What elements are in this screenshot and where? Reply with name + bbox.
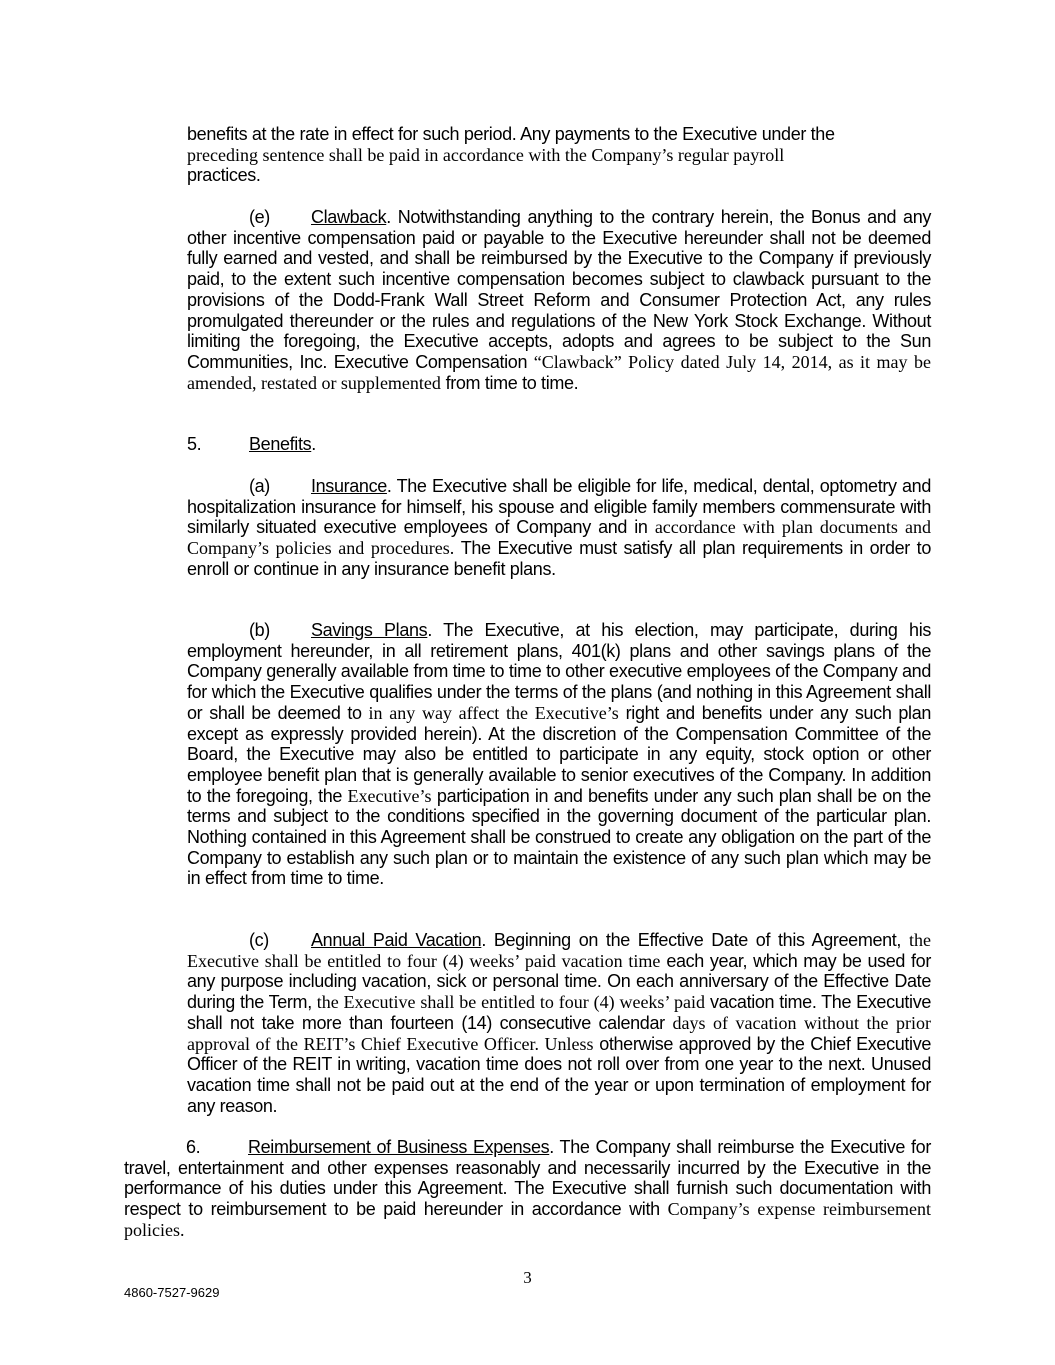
paragraph-c-vacation <box>187 930 931 1116</box>
paragraph-intro <box>187 124 931 186</box>
section-text-serif: Company’s expense reimbursement policies. <box>124 1199 931 1240</box>
intro-line-2: preceding sentence shall be paid in accordance with the Company’s regular payroll <box>187 144 785 165</box>
clause-heading: Annual Paid Vacation <box>311 930 482 950</box>
clause-label: (e) <box>249 207 270 227</box>
section-title: Benefits <box>249 434 312 454</box>
clause-text-serif: in any way affect the Executive’s <box>361 702 619 723</box>
clause-label: (a) <box>249 476 270 496</box>
section-title: Reimbursement of Business Expenses <box>248 1137 550 1157</box>
clause-heading: Savings Plans <box>311 620 428 640</box>
clause-text-end: otherwise approved by the Chief Executive Officer of the REIT in writing, vacation time does not roll over from one year to the next. Unused vacation time shall not be paid out at the end of the year or upon termination of employment for any reason. <box>187 1033 932 1116</box>
clause-text-cont-2: vacation time. The Executive shall not take more than fourteen (14) consecutive calendar <box>187 992 932 1033</box>
clause-text-serif-2: the Executive shall be entitled to four (4) weeks’ paid <box>311 992 705 1013</box>
paragraph-e-clawback <box>187 207 931 393</box>
clause-text-serif: the Executive shall be entitled to four (4) weeks’ paid vacation time <box>187 930 932 971</box>
clause-text-cont: right and benefits under any such plan except as expressly provided herein). At the discretion of the Compensation Committee of the Board, the Executive may also be entitled to participate in any equity, stock option or other employee benefit plan that is generally available to senior executives of the Company. In addition to the foregoing, the <box>187 702 932 806</box>
page-number: 3 <box>523 1268 532 1287</box>
clause-text: . Beginning on the Effective Date of this Agreement, <box>481 930 902 950</box>
clause-text-end: from time to time. <box>445 372 579 393</box>
document-id: 4860-7527-9629 <box>124 1285 220 1300</box>
section-text: . The Company shall reimburse the Executive for travel, entertainment and other expenses reasonably and necessarily incurred by the Executive in the performance of his duties under this Agreement. The Executive shall furnish such documentation with respect to reimbursement to be paid hereunder in accordance with <box>124 1137 931 1220</box>
clause-label: (c) <box>249 930 269 950</box>
clause-text-end: participation in and benefits under any such plan shall be on the terms and subject to the conditions specified in the governing document of the particular plan. Nothing contained in this Agreement shall be construed to create any obligation on the part of the Company to establish any such plan or to maintain the existence of any such plan which may be in effect from time to time. <box>187 785 931 889</box>
clause-text-cont: each year, which may be used for any purpose including vacation, sick or personal time. On each anniversary of the Effective Date during the Term, <box>187 950 931 1013</box>
section-5-heading <box>187 434 931 455</box>
clause-heading: Insurance <box>311 476 387 496</box>
clause-text-serif-2: Executive’s <box>347 785 432 806</box>
intro-line-1: benefits at the rate in effect for such period. Any payments to the Executive under the <box>187 124 835 144</box>
paragraph-b-savings-plans <box>187 620 931 889</box>
section-number: 5. <box>187 434 202 454</box>
clause-text: . Notwithstanding anything to the contrary herein, the Bonus and any other incentive compensation paid or payable to the Executive hereunder shall not be deemed fully earned and vested, and shall be reimbursed by the Executive to the Company if previously paid, to the extent such incentive compensation becomes subject to clawback pursuant to the provisions of the Dodd-Frank Wall Street Reform and Consumer Protection Act, any rules promulgated thereunder or the rules and regulations of the New York Stock Exchange. Without limiting the foregoing, the Executive accepts, adopts and agrees to be subject to the Sun Communities, Inc. Executive Compensation <box>187 207 931 372</box>
section-title-period: . <box>311 434 316 454</box>
clause-text: . The Executive shall be eligible for life, medical, dental, optometry and hospitalization insurance for himself, his spouse and eligible family members commensurate with similarly situated executive employees of Company and in <box>187 476 931 538</box>
clause-text-serif: accordance with plan documents and Company’s policies and procedures. <box>187 517 931 559</box>
section-6-reimbursement <box>124 1137 931 1241</box>
intro-line-3: practices. <box>187 165 261 186</box>
clause-label: (b) <box>249 620 270 640</box>
section-number: 6. <box>186 1137 201 1157</box>
clause-text-serif: “Clawback” Policy dated July 14, 2014, as it may be amended, restated or supplemented <box>187 351 932 393</box>
clause-text-end: The Executive must satisfy all plan requirements in order to enroll or continue in any insurance benefit plans. <box>187 538 931 579</box>
clause-text-serif-3: days of vacation without the prior approval of the REIT’s Chief Executive Officer. Unless <box>187 1012 931 1054</box>
clause-heading: Clawback <box>311 207 387 227</box>
paragraph-a-insurance <box>187 476 931 580</box>
clause-text: . The Executive, at his election, may participate, during his employment hereunder, in all retirement plans, 401(k) plans and other savings plans of the Company generally available from time to time to other executive employees of the Company and for which the Executive qualifies under the terms of the plans (and nothing in this Agreement shall or shall be deemed to <box>187 620 931 723</box>
